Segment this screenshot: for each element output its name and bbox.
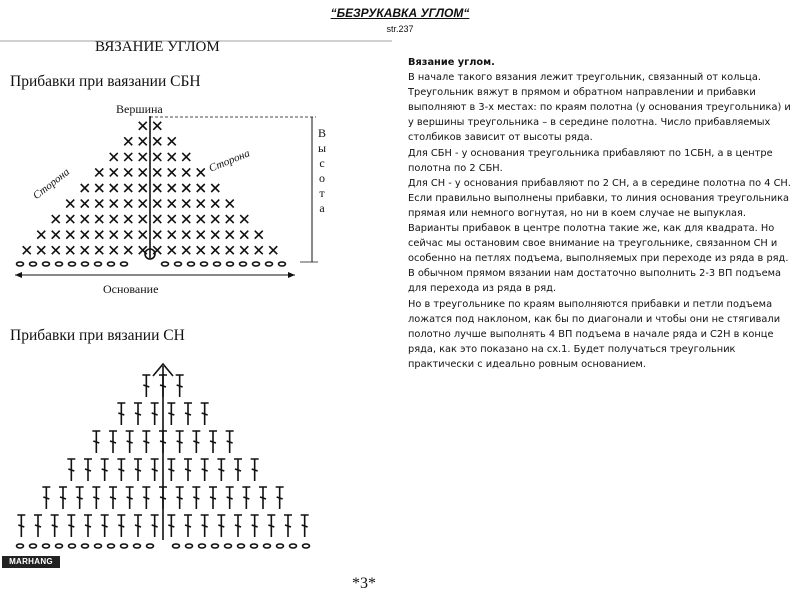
sc-stitch-symbol — [66, 215, 74, 223]
sc-stitch-symbol — [52, 246, 60, 254]
dc-stitch-symbol — [201, 403, 209, 425]
article-paragraph: Но в треугольнике по краям выполняются прибавки и петли подъема ложатся под наклоном, как бы по диагонали и чтобы они не стягивали полотно лучше выполнять 4 ВП подъема в начале ряда и С2Н в конце ряда, как это показано на сх.1. Будет получаться треугольник практически с идеально ровным основанием. — [408, 298, 781, 370]
chain-stitch-symbol — [30, 262, 37, 266]
sc-stitch-symbol — [124, 246, 132, 254]
dc-stitch-symbol — [284, 515, 292, 537]
chain-stitch-symbol — [251, 544, 258, 548]
sc-stitch-symbol — [240, 215, 248, 223]
sc-stitch-symbol — [81, 246, 89, 254]
dc-stitch-symbol — [42, 487, 50, 509]
dc-stitch-symbol — [259, 487, 267, 509]
dc-stitch-symbol — [134, 459, 142, 481]
sc-stitch-symbol — [211, 215, 219, 223]
sc-stitch-symbol — [110, 153, 118, 161]
dc-stitch-symbol — [226, 487, 234, 509]
chain-stitch-symbol — [277, 544, 284, 548]
sc-stitch-symbol — [124, 231, 132, 239]
chain-stitch-symbol — [30, 544, 37, 548]
chain-stitch-symbol — [201, 262, 208, 266]
base-label: Основание — [103, 282, 159, 296]
sc-stitch-symbol — [168, 184, 176, 192]
dc-stitch-symbol — [134, 515, 142, 537]
sc-stitch-symbol — [168, 200, 176, 208]
sc-stitch-symbol — [95, 184, 103, 192]
sc-stitch-symbol — [240, 231, 248, 239]
dc-stitch-symbol — [92, 487, 100, 509]
dc-stitch-symbol — [117, 515, 125, 537]
sc-stitch-symbol — [52, 231, 60, 239]
sc-stitch-symbol — [226, 246, 234, 254]
sc-stitch-symbol — [139, 153, 147, 161]
article-paragraph: Если правильно выполнены прибавки, то линия основания треугольника прямая или немного вогнутая, но ни в коем случае не выпуклая. — [408, 192, 789, 219]
chain-stitch-symbol — [108, 544, 115, 548]
chain-stitch-symbol — [56, 262, 63, 266]
sc-stitch-symbol — [153, 184, 161, 192]
page-subtitle: str.237 — [386, 24, 414, 34]
dc-stitch-symbol — [226, 431, 234, 453]
dc-stitch-symbol — [67, 459, 75, 481]
dc-stitch-symbol — [126, 431, 134, 453]
height-label: В ы с о т а — [317, 126, 327, 215]
dc-stitch-symbol — [109, 487, 117, 509]
sc-stitch-symbol — [182, 168, 190, 176]
sc-stitch-symbol — [168, 215, 176, 223]
sc-stitch-symbol — [81, 184, 89, 192]
dc-stitch-symbol — [117, 459, 125, 481]
dc-stitch-symbol — [109, 431, 117, 453]
sc-stitch-symbol — [211, 231, 219, 239]
dc-stitch-symbol — [59, 487, 67, 509]
dc-stitch-symbol — [117, 403, 125, 425]
sc-stitch-symbol — [124, 215, 132, 223]
article-text — [408, 55, 794, 372]
dc-stitch-symbol — [242, 487, 250, 509]
sc-stitch-symbol — [110, 246, 118, 254]
sc-stitch-symbol — [110, 168, 118, 176]
article-title: Вязание углом. — [408, 57, 495, 68]
chain-stitch-symbol — [199, 544, 206, 548]
base-arrow-right-head — [288, 272, 295, 278]
sn-triangle-diagram — [17, 364, 310, 548]
article-paragraph: Для СН - у основания прибавляют по 2 СН, а в середине полотна по 4 СН. — [408, 177, 791, 189]
chain-stitch-symbol — [108, 262, 115, 266]
sc-stitch-symbol — [182, 231, 190, 239]
dc-stitch-symbol — [142, 375, 150, 397]
sn-heading: Прибавки при вязании СН — [10, 327, 185, 344]
dc-stitch-symbol — [151, 459, 159, 481]
sc-stitch-symbol — [153, 200, 161, 208]
sc-stitch-symbol — [197, 231, 205, 239]
sc-stitch-symbol — [95, 215, 103, 223]
sc-stitch-symbol — [66, 200, 74, 208]
dc-stitch-symbol — [209, 431, 217, 453]
dc-stitch-symbol — [17, 515, 25, 537]
sc-stitch-symbol — [182, 153, 190, 161]
chain-stitch-symbol — [121, 544, 128, 548]
chain-stitch-symbol — [253, 262, 260, 266]
sc-stitch-symbol — [168, 153, 176, 161]
sc-stitch-symbol — [153, 168, 161, 176]
chain-stitch-symbol — [147, 544, 154, 548]
sc-stitch-symbol — [153, 137, 161, 145]
dc-stitch-symbol — [167, 403, 175, 425]
dc-stitch-symbol — [301, 515, 309, 537]
dc-stitch-symbol — [176, 487, 184, 509]
chain-stitch-symbol — [17, 262, 24, 266]
sc-stitch-symbol — [182, 215, 190, 223]
chain-stitch-symbol — [214, 262, 221, 266]
base-arrow-left-head — [15, 272, 22, 278]
sc-stitch-symbol — [95, 246, 103, 254]
chain-stitch-symbol — [162, 262, 169, 266]
sbn-triangle-diagram — [17, 116, 286, 266]
dc-stitch-symbol — [209, 487, 217, 509]
dc-stitch-symbol — [151, 403, 159, 425]
article-paragraph: В начале такого вязания лежит треугольник, связанный от кольца. Треугольник вяжут в прямом и обратном направлении и прибавки выполняют в 3-х местах: по краям полотна (у основания треугольника) и у вершины треугольника – в середине полотна. Число прибавляемых столбиков зависит от высоты ряда. — [408, 72, 791, 144]
article-paragraph: Варианты прибавок в центре полотна такие же, как для квадрата. Но сейчас мы остановим свое внимание на треугольнике, связанном СН и особенно на петлях подъема, выполняемых при переходе из ряда в ряд. В обычном прямом вязании нам достаточно выполнить 2-3 ВП подъема для перехода из ряда в ряд. — [408, 223, 789, 295]
sc-stitch-symbol — [211, 184, 219, 192]
chain-stitch-symbol — [173, 544, 180, 548]
sc-stitch-symbol — [66, 231, 74, 239]
dc-stitch-symbol — [92, 431, 100, 453]
dc-stitch-symbol — [201, 459, 209, 481]
sc-stitch-symbol — [81, 200, 89, 208]
sc-stitch-symbol — [95, 200, 103, 208]
side-left-label: Сторона — [30, 166, 73, 202]
sc-stitch-symbol — [153, 215, 161, 223]
sc-stitch-symbol — [197, 215, 205, 223]
chain-stitch-symbol — [264, 544, 271, 548]
sc-stitch-symbol — [110, 215, 118, 223]
sc-stitch-symbol — [66, 246, 74, 254]
dc-stitch-symbol — [276, 487, 284, 509]
sc-stitch-symbol — [124, 184, 132, 192]
dc-stitch-symbol — [251, 515, 259, 537]
chain-stitch-symbol — [43, 262, 50, 266]
dc-stitch-symbol — [167, 515, 175, 537]
sc-stitch-symbol — [226, 200, 234, 208]
chain-stitch-symbol — [238, 544, 245, 548]
sc-stitch-symbol — [255, 246, 263, 254]
sc-stitch-symbol — [197, 246, 205, 254]
chain-stitch-symbol — [56, 544, 63, 548]
sc-stitch-symbol — [182, 246, 190, 254]
dc-stitch-symbol — [134, 403, 142, 425]
chain-stitch-symbol — [17, 544, 24, 548]
dc-stitch-symbol — [167, 459, 175, 481]
dc-stitch-symbol — [76, 487, 84, 509]
page-title: “БЕЗРУКАВКА УГЛОМ“ — [330, 6, 470, 20]
dc-stitch-symbol — [267, 515, 275, 537]
sc-stitch-symbol — [153, 231, 161, 239]
chain-stitch-symbol — [227, 262, 234, 266]
dc-stitch-symbol — [184, 515, 192, 537]
sc-stitch-symbol — [124, 200, 132, 208]
sc-stitch-symbol — [211, 200, 219, 208]
sc-stitch-symbol — [139, 215, 147, 223]
chain-stitch-symbol — [279, 262, 286, 266]
sc-stitch-symbol — [124, 153, 132, 161]
sc-stitch-symbol — [81, 215, 89, 223]
chain-stitch-symbol — [266, 262, 273, 266]
dc-stitch-symbol — [176, 375, 184, 397]
dc-stitch-symbol — [51, 515, 59, 537]
sc-stitch-symbol — [110, 184, 118, 192]
dc-stitch-symbol — [101, 515, 109, 537]
dc-stitch-symbol — [234, 515, 242, 537]
dc-stitch-symbol — [184, 459, 192, 481]
sc-stitch-symbol — [197, 184, 205, 192]
chain-stitch-symbol — [43, 544, 50, 548]
page-number: *3* — [352, 575, 376, 592]
sc-stitch-symbol — [110, 200, 118, 208]
sc-stitch-symbol — [37, 246, 45, 254]
sc-stitch-symbol — [168, 137, 176, 145]
sc-stitch-symbol — [168, 246, 176, 254]
chain-stitch-symbol — [121, 262, 128, 266]
dc-stitch-symbol — [101, 459, 109, 481]
sc-stitch-symbol — [139, 122, 147, 130]
sc-stitch-symbol — [139, 137, 147, 145]
chain-stitch-symbol — [186, 544, 193, 548]
sc-stitch-symbol — [182, 200, 190, 208]
sc-stitch-symbol — [153, 153, 161, 161]
chain-stitch-symbol — [95, 262, 102, 266]
dc-stitch-symbol — [234, 459, 242, 481]
sc-stitch-symbol — [168, 168, 176, 176]
dc-stitch-symbol — [192, 431, 200, 453]
sc-stitch-symbol — [139, 231, 147, 239]
sc-stitch-symbol — [240, 246, 248, 254]
chain-stitch-symbol — [69, 544, 76, 548]
dc-stitch-symbol — [184, 403, 192, 425]
sc-stitch-symbol — [110, 231, 118, 239]
chain-stitch-symbol — [290, 544, 297, 548]
chain-stitch-symbol — [82, 262, 89, 266]
sc-stitch-symbol — [197, 168, 205, 176]
chain-stitch-symbol — [240, 262, 247, 266]
chain-stitch-symbol — [69, 262, 76, 266]
sc-stitch-symbol — [139, 200, 147, 208]
chain-stitch-symbol — [188, 262, 195, 266]
sc-stitch-symbol — [226, 231, 234, 239]
chain-stitch-symbol — [134, 544, 141, 548]
chain-stitch-symbol — [82, 544, 89, 548]
dc-stitch-symbol — [142, 487, 150, 509]
dc-stitch-symbol — [142, 431, 150, 453]
article-paragraph: Для СБН - у основания треугольника прибавляют по 1СБН, а в центре полотна по 2 СБН. — [408, 147, 773, 174]
chain-stitch-symbol — [212, 544, 219, 548]
dc-stitch-symbol — [67, 515, 75, 537]
chain-stitch-symbol — [303, 544, 310, 548]
sc-stitch-symbol — [139, 168, 147, 176]
dc-stitch-symbol — [201, 515, 209, 537]
sc-stitch-symbol — [211, 246, 219, 254]
chain-stitch-symbol — [95, 544, 102, 548]
crochet-diagrams — [0, 40, 392, 570]
dc-stitch-symbol — [217, 459, 225, 481]
sc-stitch-symbol — [37, 231, 45, 239]
sc-stitch-symbol — [124, 137, 132, 145]
chain-stitch-symbol — [175, 262, 182, 266]
chain-stitch-symbol — [225, 544, 232, 548]
sc-stitch-symbol — [52, 215, 60, 223]
sc-stitch-symbol — [95, 231, 103, 239]
sc-stitch-symbol — [197, 200, 205, 208]
dc-stitch-symbol — [192, 487, 200, 509]
side-right-label: Сторона — [207, 147, 252, 175]
sc-stitch-symbol — [168, 231, 176, 239]
sc-stitch-symbol — [23, 246, 31, 254]
sc-stitch-symbol — [81, 231, 89, 239]
dc-stitch-symbol — [126, 487, 134, 509]
sc-stitch-symbol — [255, 231, 263, 239]
dc-stitch-symbol — [84, 459, 92, 481]
sc-stitch-symbol — [139, 184, 147, 192]
author-signature: MARHANG — [2, 556, 60, 568]
sc-stitch-symbol — [182, 184, 190, 192]
dc-stitch-symbol — [151, 515, 159, 537]
sc-stitch-symbol — [95, 168, 103, 176]
dc-stitch-symbol — [217, 515, 225, 537]
sc-stitch-symbol — [269, 246, 277, 254]
sc-stitch-symbol — [153, 122, 161, 130]
apex-label: Вершина — [116, 102, 163, 116]
sbn-heading: Прибавки при ваязании СБН — [10, 73, 201, 90]
sc-stitch-symbol — [226, 215, 234, 223]
sc-stitch-symbol — [124, 168, 132, 176]
dc-stitch-symbol — [84, 515, 92, 537]
dc-stitch-symbol — [176, 431, 184, 453]
dc-stitch-symbol — [34, 515, 42, 537]
scan-title: ВЯЗАНИЕ УГЛОМ — [95, 39, 220, 55]
dc-stitch-symbol — [251, 459, 259, 481]
